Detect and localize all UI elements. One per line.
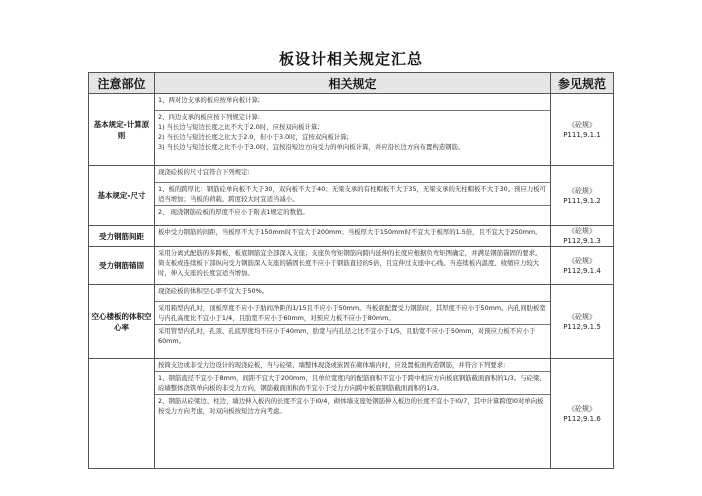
rule-item: 1、板的跨厚比：钢筋砼单向板不大于30，双向板不大于40；无梁支承的有柱帽板不大于35，无梁支承的无柱帽板不大于30。预应力板可适当增加；当板的荷载、跨度较大时宜适当减小。 — [155, 183, 550, 206]
rule-item: 2、四边支承的板应按下列规定计算: 1) 当长边与短边长度之比不大于2.0时，应按双向板计算; 2) 当长边与短边长度之比大于2.0，但小于3.0时，宜按双向板计算; 3) 当长边与短边长度之比不小于3.0时，宜按沿短边方向受力的单向板计算，并应沿长边方向布置构造钢筋。 — [158, 113, 465, 151]
row-rules — [155, 94, 551, 166]
header-row — [89, 73, 614, 94]
row-rules — [155, 166, 551, 226]
table-row — [89, 359, 614, 469]
table-row — [89, 166, 614, 226]
row-category: 基本规定-计算原则 — [89, 94, 155, 166]
row-reference: 《砼规》 P111,9.1.2 — [551, 166, 614, 226]
rule-item: 采用箱型内孔时，顶板厚度不应小于肋间净距的1/15且不应小于50mm。当板底配置受力钢筋时，其厚度不应小于50mm。内孔间肋板宽与内孔高度比不宜小于1/4，且肋宽不应小于60mm，对预应力板不应小于80mm。 — [155, 302, 550, 325]
row-rules — [155, 226, 551, 247]
row-reference: 《砼规》 P112,9.1.3 — [551, 226, 614, 247]
rule-item: 采用管型内孔时，孔顶、孔底厚度均不应小于40mm，肋宽与内孔径之比不宜小于1/5，且肋宽不应小于50mm，对预应力板不应小于60mm。 — [158, 327, 536, 345]
rule-item: 现浇砼板的体积空心率不宜大于50%。 — [155, 285, 550, 302]
row-category: 受力钢筋间距 — [89, 226, 155, 247]
regulations-table — [88, 72, 614, 469]
rule-item: 1、钢筋直径不宜小于8mm，间距不宜大于200mm，且单位宽度内的配筋面积不宜小于跨中相应方向板底钢筋截面面积的1/3。与砼梁、砼墙整体浇筑单向板的非受力方向，钢筋截面面积尚不宜小于受力方向跨中板底钢筋截面面积的1/3。 — [155, 372, 550, 395]
row-rules — [155, 247, 551, 285]
row-reference: 《砼规》 P112,9.1.6 — [551, 359, 614, 469]
rule-item: 2、 现浇钢筋砼板的厚度不应小于附表1规定的数值。 — [158, 208, 309, 216]
row-reference: 《砼规》 P112,9.1.4 — [551, 247, 614, 285]
rule-item: 2、钢筋从砼梁边、柱边、墙边伸入板内的长度不宜小于l0/4，砌体墙支座处钢筋伸入板边的长度不宜小于l0/7，其中计算跨度l0对单向板按受力方向考虑，对双向板按短边方向考虑。 — [158, 397, 544, 415]
row-reference: 《砼规》 P112,9.1.5 — [551, 285, 614, 359]
rule-item: 1、两对边支承的板应按单向板计算; — [155, 94, 550, 111]
row-reference: 《砼规》 P111,9.1.1 — [551, 94, 614, 166]
table-row — [89, 247, 614, 285]
table-row — [89, 285, 614, 359]
row-category: 受力钢筋锚固 — [89, 247, 155, 285]
rule-item: 板中受力钢筋的间距，当板厚不大于150mm时不宜大于200mm；当板厚大于150mm时不宜大于板厚的1.5倍，且不宜大于250mm。 — [158, 228, 542, 236]
rule-item: 按简支边或非受力边设计的现浇砼板，当与砼梁、墙整体现浇或嵌固在砌体墙内时，应设置板面构造钢筋，并符合下列要求: — [155, 359, 550, 372]
table-row — [89, 94, 614, 166]
row-category: 基本规定-尺寸 — [89, 166, 155, 226]
row-category: 空心楼板的体积空心率 — [89, 285, 155, 359]
document-title: 板设计相关规定汇总 — [278, 50, 423, 68]
header-location: 注意部位 — [89, 73, 155, 94]
table-row — [89, 226, 614, 247]
rule-item: 采用分离式配筋的多跨板，板底钢筋宜全部深入支座；支座负弯矩钢筋向跨内延伸的长度应根据负弯矩图确定，并满足钢筋锚固的要求。 简支板或连续板下部纵向受力钢筋深入支座的锚固长度不应小于钢筋直径的5倍，且宜伸过支座中心线。当连续板内温度、收缩应力较大时，伸入支座的长度宜适当增加。 — [158, 249, 542, 277]
row-rules — [155, 359, 551, 469]
row-category — [89, 359, 155, 469]
header-reference: 参见规范 — [551, 73, 614, 94]
rule-item: 现浇砼板的尺寸宜符合下列规定: — [155, 166, 550, 183]
row-rules — [155, 285, 551, 359]
header-rules: 相关规定 — [155, 73, 551, 94]
